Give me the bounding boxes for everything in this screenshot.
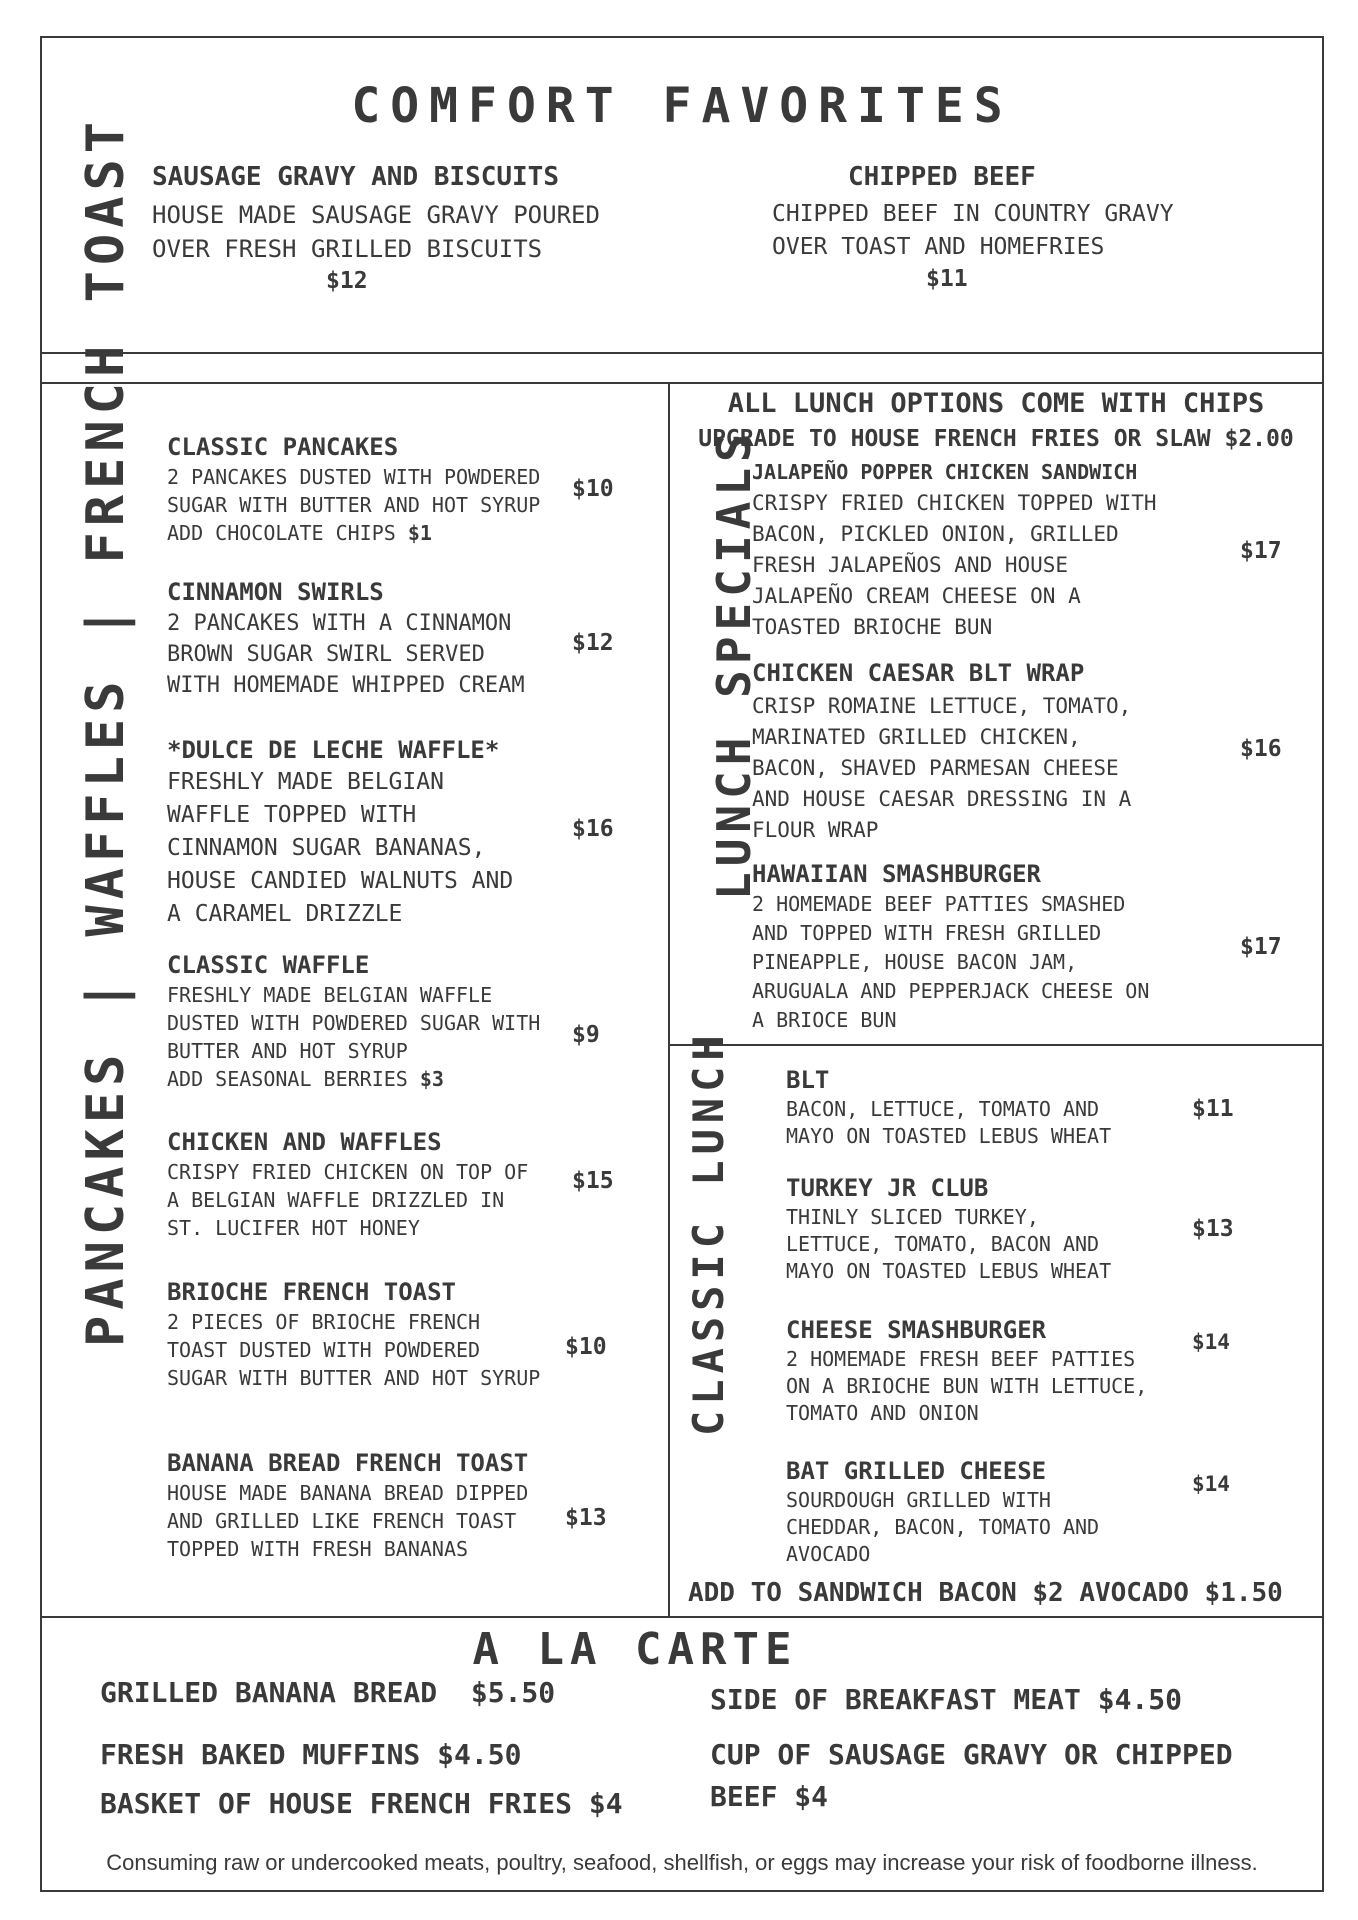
price-hawaiian-smashburger: $17 bbox=[1240, 934, 1282, 960]
price-turkey-club: $13 bbox=[1192, 1216, 1234, 1242]
divider-sections-top bbox=[40, 382, 1324, 384]
breakfast-item-classic-waffle bbox=[167, 951, 540, 1093]
item-name: CHEESE SMASHBURGER bbox=[786, 1316, 1047, 1344]
a-la-carte-item: FRESH BAKED MUFFINS $4.50 bbox=[100, 1738, 522, 1771]
divider-comfort-bottom bbox=[40, 352, 1324, 354]
item-addon bbox=[167, 1065, 540, 1093]
classic-item-turkey-club bbox=[786, 1174, 1111, 1285]
lunch-specials-vertical-title: LUNCH SPECIALS bbox=[707, 428, 761, 900]
price-caesar-wrap: $16 bbox=[1240, 736, 1282, 762]
breakfast-item-brioche-french-toast bbox=[167, 1278, 540, 1392]
item-name: BLT bbox=[786, 1066, 830, 1094]
item-description: 2 PANCAKES DUSTED WITH POWDERED SUGAR WITH BUTTER AND HOT SYRUP bbox=[167, 465, 541, 517]
a-la-carte-item: BEEF $4 bbox=[710, 1780, 829, 1813]
price-cinnamon-swirls: $12 bbox=[572, 630, 614, 656]
item-price: $12 bbox=[326, 268, 368, 294]
item-name: CHICKEN AND WAFFLES bbox=[167, 1128, 442, 1156]
classic-item-blt bbox=[786, 1066, 1111, 1150]
item-name: CHICKEN CAESAR BLT WRAP bbox=[752, 659, 1085, 687]
price-classic-waffle: $9 bbox=[572, 1022, 600, 1048]
a-la-carte-item: CUP OF SAUSAGE GRAVY OR CHIPPED bbox=[710, 1738, 1233, 1771]
classic-item-bat-grilled-cheese bbox=[786, 1457, 1099, 1568]
item-description: FRESHLY MADE BELGIAN WAFFLE DUSTED WITH POWDERED SUGAR WITH BUTTER AND HOT SYRUP bbox=[167, 983, 541, 1063]
classic-lunch-vertical-title: CLASSIC LUNCH bbox=[684, 1029, 733, 1436]
item-description: FRESHLY MADE BELGIAN WAFFLE TOPPED WITH CINNAMON SUGAR BANANAS, HOUSE CANDIED WALNUTS AND A CARAMEL DRIZZLE bbox=[167, 769, 514, 927]
price-brioche-french-toast: $10 bbox=[565, 1334, 607, 1360]
breakfast-item-banana-bread-french-toast bbox=[167, 1449, 528, 1563]
classic-item-cheese-smashburger bbox=[786, 1316, 1147, 1427]
divider-lunch bbox=[668, 1044, 1324, 1046]
divider-alacarte-top bbox=[40, 1616, 1324, 1618]
item-description: 2 PANCAKES WITH A CINNAMON BROWN SUGAR SWIRL SERVED WITH HOMEMADE WHIPPED CREAM bbox=[167, 611, 525, 698]
breakfast-item-cinnamon-swirls bbox=[167, 578, 525, 701]
comfort-title: COMFORT FAVORITES bbox=[351, 78, 1013, 134]
classic-lunch-addons: ADD TO SANDWICH BACON $2 AVOCADO $1.50 bbox=[688, 1578, 1283, 1608]
item-price: $11 bbox=[926, 266, 968, 292]
item-description: BACON, LETTUCE, TOMATO AND MAYO ON TOASTED LEBUS WHEAT bbox=[786, 1097, 1112, 1148]
lunch-header-chips: ALL LUNCH OPTIONS COME WITH CHIPS bbox=[727, 388, 1265, 419]
a-la-carte-item: BASKET OF HOUSE FRENCH FRIES $4 bbox=[100, 1787, 623, 1820]
item-description: CRISPY FRIED CHICKEN ON TOP OF A BELGIAN WAFFLE DRIZZLED IN ST. LUCIFER HOT HONEY bbox=[167, 1160, 529, 1240]
item-description: HOUSE MADE BANANA BREAD DIPPED AND GRILLED LIKE FRENCH TOAST TOPPED WITH FRESH BANANAS bbox=[167, 1481, 529, 1561]
divider-center bbox=[668, 382, 670, 1616]
item-name: *DULCE DE LECHE WAFFLE* bbox=[167, 736, 500, 764]
item-description: THINLY SLICED TURKEY, LETTUCE, TOMATO, BACON AND MAYO ON TOASTED LEBUS WHEAT bbox=[786, 1205, 1112, 1283]
lunch-item-jalapeno-popper bbox=[752, 460, 1157, 643]
price-blt: $11 bbox=[1192, 1096, 1234, 1122]
item-description: 2 HOMEMADE FRESH BEEF PATTIES ON A BRIOCHE BUN WITH LETTUCE, TOMATO AND ONION bbox=[786, 1347, 1148, 1425]
a-la-carte-item: SIDE OF BREAKFAST MEAT $4.50 bbox=[710, 1683, 1183, 1716]
price-bat-grilled-cheese: $14 bbox=[1192, 1472, 1230, 1496]
item-name: BANANA BREAD FRENCH TOAST bbox=[167, 1449, 529, 1477]
comfort-item-chipped-beef bbox=[772, 162, 1212, 292]
food-safety-disclaimer: Consuming raw or undercooked meats, poultry, seafood, shellfish, or eggs may increase your risk of foodborne illness. bbox=[106, 1850, 1258, 1875]
item-description: 2 HOMEMADE BEEF PATTIES SMASHED AND TOPPED WITH FRESH GRILLED PINEAPPLE, HOUSE BACON JAM, ARUGUALA AND PEPPERJACK CHEESE ON A BRIOCE BUN bbox=[752, 892, 1150, 1032]
breakfast-item-classic-pancakes bbox=[167, 433, 540, 547]
price-jalapeno-popper: $17 bbox=[1240, 538, 1282, 564]
item-name: TURKEY JR CLUB bbox=[786, 1174, 989, 1202]
price-dulce-de-leche: $16 bbox=[572, 816, 614, 842]
item-description: CHIPPED BEEF IN COUNTRY GRAVY OVER TOAST AND HOMEFRIES bbox=[772, 201, 1174, 260]
comfort-item-sausage-gravy bbox=[152, 162, 622, 294]
item-name: JALAPEÑO POPPER CHICKEN SANDWICH bbox=[752, 460, 1138, 484]
item-name: CLASSIC WAFFLE bbox=[167, 951, 370, 979]
a-la-carte-item: GRILLED BANANA BREAD $5.50 bbox=[100, 1676, 556, 1709]
addon-price: $3 bbox=[419, 1067, 444, 1091]
item-description: CRISPY FRIED CHICKEN TOPPED WITH BACON, PICKLED ONION, GRILLED FRESH JALAPEÑOS AND HOUSE JALAPEÑO CREAM CHEESE ON A TOASTED BRIOCHE BUN bbox=[752, 491, 1157, 639]
price-banana-bread-french-toast: $13 bbox=[565, 1505, 607, 1531]
breakfast-item-chicken-waffles bbox=[167, 1128, 528, 1242]
item-name: CHIPPED BEEF bbox=[848, 162, 1036, 192]
item-description: HOUSE MADE SAUSAGE GRAVY POURED OVER FRESH GRILLED BISCUITS bbox=[152, 201, 600, 263]
lunch-item-hawaiian-smashburger bbox=[752, 860, 1149, 1035]
addon-price: $1 bbox=[407, 521, 432, 545]
breakfast-item-dulce-de-leche bbox=[167, 736, 513, 931]
item-name: BRIOCHE FRENCH TOAST bbox=[167, 1278, 456, 1306]
item-description: CRISP ROMAINE LETTUCE, TOMATO, MARINATED GRILLED CHICKEN, BACON, SHAVED PARMESAN CHEESE AND HOUSE CAESAR DRESSING IN A FLOUR WRAP bbox=[752, 694, 1132, 842]
item-name: BAT GRILLED CHEESE bbox=[786, 1457, 1047, 1485]
breakfast-vertical-title: PANCAKES | WAFFLES | FRENCH TOAST bbox=[76, 115, 136, 1347]
item-name: SAUSAGE GRAVY AND BISCUITS bbox=[152, 162, 559, 192]
item-addon bbox=[167, 519, 540, 547]
item-name: CLASSIC PANCAKES bbox=[167, 433, 399, 461]
addon-text: ADD SEASONAL BERRIES bbox=[167, 1067, 420, 1091]
addon-text: ADD CHOCOLATE CHIPS bbox=[167, 521, 408, 545]
item-description: SOURDOUGH GRILLED WITH CHEDDAR, BACON, TOMATO AND AVOCADO bbox=[786, 1488, 1100, 1566]
a-la-carte-title: A LA CARTE bbox=[472, 1624, 798, 1675]
price-cheese-smashburger: $14 bbox=[1192, 1330, 1230, 1354]
price-chicken-waffles: $15 bbox=[572, 1168, 614, 1194]
item-name: HAWAIIAN SMASHBURGER bbox=[752, 860, 1041, 888]
lunch-item-caesar-wrap bbox=[752, 659, 1131, 846]
item-name: CINNAMON SWIRLS bbox=[167, 578, 384, 606]
price-classic-pancakes: $10 bbox=[572, 476, 614, 502]
lunch-header-upgrade: UPGRADE TO HOUSE FRENCH FRIES OR SLAW $2.00 bbox=[698, 426, 1294, 452]
item-description: 2 PIECES OF BRIOCHE FRENCH TOAST DUSTED WITH POWDERED SUGAR WITH BUTTER AND HOT SYRUP bbox=[167, 1310, 541, 1390]
